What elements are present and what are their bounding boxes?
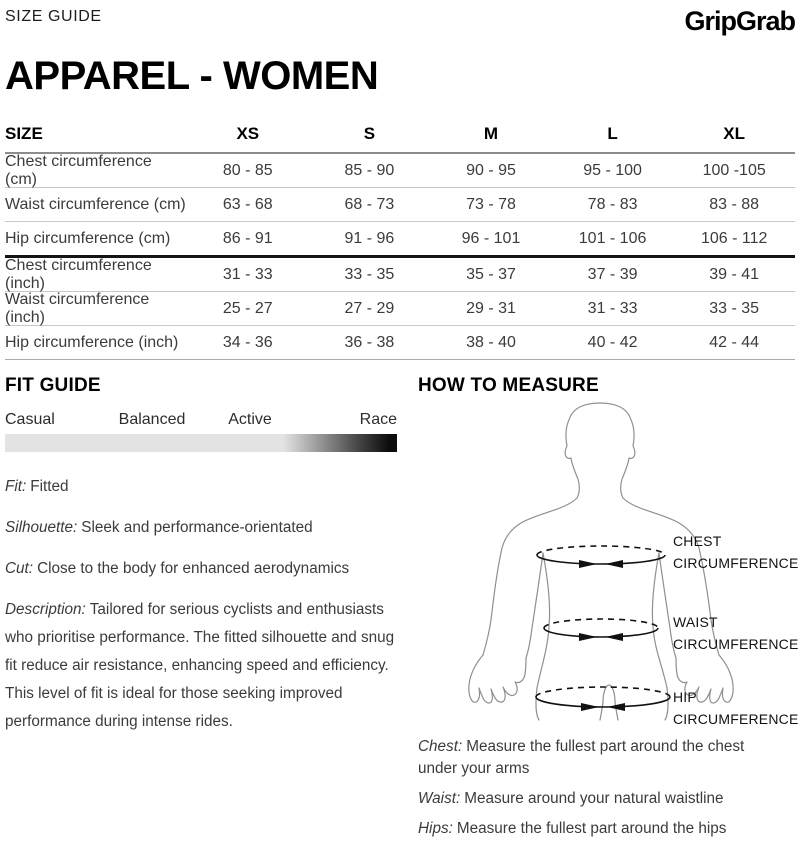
body-figure (418, 400, 799, 730)
table-row (5, 154, 795, 188)
measure-instructions (418, 736, 795, 840)
how-to-measure-heading: HOW TO MEASURE (418, 375, 599, 396)
size-value: 90 - 95 (466, 161, 516, 179)
fit-attributes (5, 473, 397, 736)
scale-label-balanced: Balanced (118, 410, 186, 428)
row-label: Waist circumference (inch) (5, 290, 150, 326)
hip-arrow-left (581, 703, 599, 711)
torso-right (652, 553, 668, 720)
instruction-text: Measure the fullest part around the hips (456, 819, 727, 837)
attribute-label: Silhouette: (5, 518, 78, 536)
size-value: 31 - 33 (222, 265, 273, 283)
size-value: 39 - 41 (709, 265, 760, 283)
fit-guide-heading: FIT GUIDE (5, 375, 101, 396)
size-value: 86 - 91 (222, 229, 273, 247)
size-value: 31 - 33 (587, 299, 638, 317)
size-value: 34 - 36 (222, 333, 273, 351)
attribute-label: Cut: (5, 559, 34, 577)
attribute-text: Sleek and performance-orientated (81, 518, 313, 536)
size-value: 25 - 27 (222, 299, 273, 317)
inner-leg-left (600, 702, 603, 720)
row-label: Chest circumference (inch) (5, 256, 152, 292)
table-header-row (5, 115, 795, 154)
table-row (5, 188, 795, 222)
size-value: 78 - 83 (587, 195, 638, 213)
size-value: 101 - 106 (578, 229, 647, 247)
size-value: 106 - 112 (700, 229, 768, 247)
scale-label-active: Active (228, 410, 272, 428)
page-title: APPAREL - WOMEN (5, 54, 379, 98)
waist-arrow-left (579, 633, 597, 641)
fit-attribute-silhouette (5, 514, 397, 542)
waist-arrow-right (605, 633, 623, 641)
measurement-label-hip: HIP CIRCUMFERENCE (673, 688, 799, 727)
size-value: 91 - 96 (344, 229, 395, 247)
measure-instruction-waist (418, 788, 786, 810)
size-value: 33 - 35 (344, 265, 395, 283)
size-value: 95 - 100 (583, 161, 642, 179)
header-cell-xs: XS (236, 123, 260, 143)
size-guide-label: SIZE GUIDE (5, 8, 102, 25)
header-cell-xl: XL (723, 123, 746, 143)
waist-measure-solid (544, 628, 658, 637)
fit-attribute-description (5, 596, 397, 736)
instruction-text: Measure the fullest part around the chest under your arms (418, 737, 745, 777)
size-value: 40 - 42 (587, 333, 638, 351)
attribute-label: Fit: (5, 477, 27, 495)
fit-scale-labels (5, 411, 397, 429)
chest-arrow-right (605, 560, 623, 568)
measurement-label-chest: CHEST CIRCUMFERENCE (673, 532, 799, 571)
size-value: 38 - 40 (466, 333, 516, 351)
row-label: Hip circumference (inch) (5, 333, 179, 351)
inner-arm-left (526, 553, 543, 658)
size-table (5, 115, 795, 360)
size-value: 73 - 78 (466, 195, 516, 213)
size-value: 80 - 85 (222, 161, 273, 179)
size-value: 33 - 35 (709, 299, 760, 317)
attribute-text: Tailored for serious cyclists and enthusiasts who prioritise performance. The fitted silhouette and snug fit reduce air resistance, enhancing speed and efficiency. This level of fit is ideal for those seeking improved performance during intense rides. (5, 600, 395, 730)
size-value: 36 - 38 (344, 333, 395, 351)
fit-gradient-bar (5, 434, 397, 452)
how-to-measure-section (418, 375, 799, 848)
size-value: 37 - 39 (587, 265, 638, 283)
chest-measure-dashed (537, 546, 665, 555)
row-label: Waist circumference (cm) (5, 195, 186, 213)
header-cell-m: M (483, 123, 499, 143)
instruction-label: Hips: (418, 819, 453, 837)
waist-measure-dashed (544, 619, 658, 628)
size-value: 100 -105 (702, 161, 766, 179)
header-cell-l: L (607, 123, 618, 143)
header-cell-size: SIZE (5, 123, 43, 143)
fit-attribute-cut (5, 555, 397, 583)
size-value: 29 - 31 (466, 299, 516, 317)
left-hand (469, 655, 526, 703)
row-label: Hip circumference (cm) (5, 229, 171, 247)
fit-attribute-fit (5, 473, 397, 501)
size-value: 63 - 68 (222, 195, 273, 213)
measure-instruction-chest (418, 736, 786, 780)
instruction-label: Waist: (418, 789, 461, 807)
size-value: 35 - 37 (466, 265, 516, 283)
header-cell-s: S (363, 123, 376, 143)
table-row (5, 222, 795, 258)
measure-instruction-hips (418, 818, 786, 840)
table-row (5, 292, 795, 326)
size-value: 85 - 90 (344, 161, 395, 179)
chest-arrow-left (579, 560, 597, 568)
chest-measure-solid (537, 555, 665, 564)
bottom-columns (5, 375, 799, 848)
scale-label-race: Race (359, 410, 397, 428)
fit-guide-section (5, 375, 397, 848)
size-value: 96 - 101 (461, 229, 521, 247)
brand-logo: GripGrab (684, 6, 795, 36)
size-value: 27 - 29 (344, 299, 395, 317)
table-row (5, 258, 795, 292)
attribute-text: Fitted (30, 477, 69, 495)
scale-label-casual: Casual (5, 410, 55, 428)
size-value: 42 - 44 (709, 333, 760, 351)
attribute-label: Description: (5, 600, 86, 618)
top-header (5, 8, 795, 35)
instruction-text: Measure around your natural waistline (464, 789, 724, 807)
size-value: 68 - 73 (344, 195, 395, 213)
attribute-text: Close to the body for enhanced aerodynamics (37, 559, 350, 577)
measurement-label-waist: WAIST CIRCUMFERENCE (673, 613, 799, 652)
row-label: Chest circumference (cm) (5, 152, 152, 188)
table-row (5, 326, 795, 360)
instruction-label: Chest: (418, 737, 463, 755)
size-value: 83 - 88 (709, 195, 760, 213)
